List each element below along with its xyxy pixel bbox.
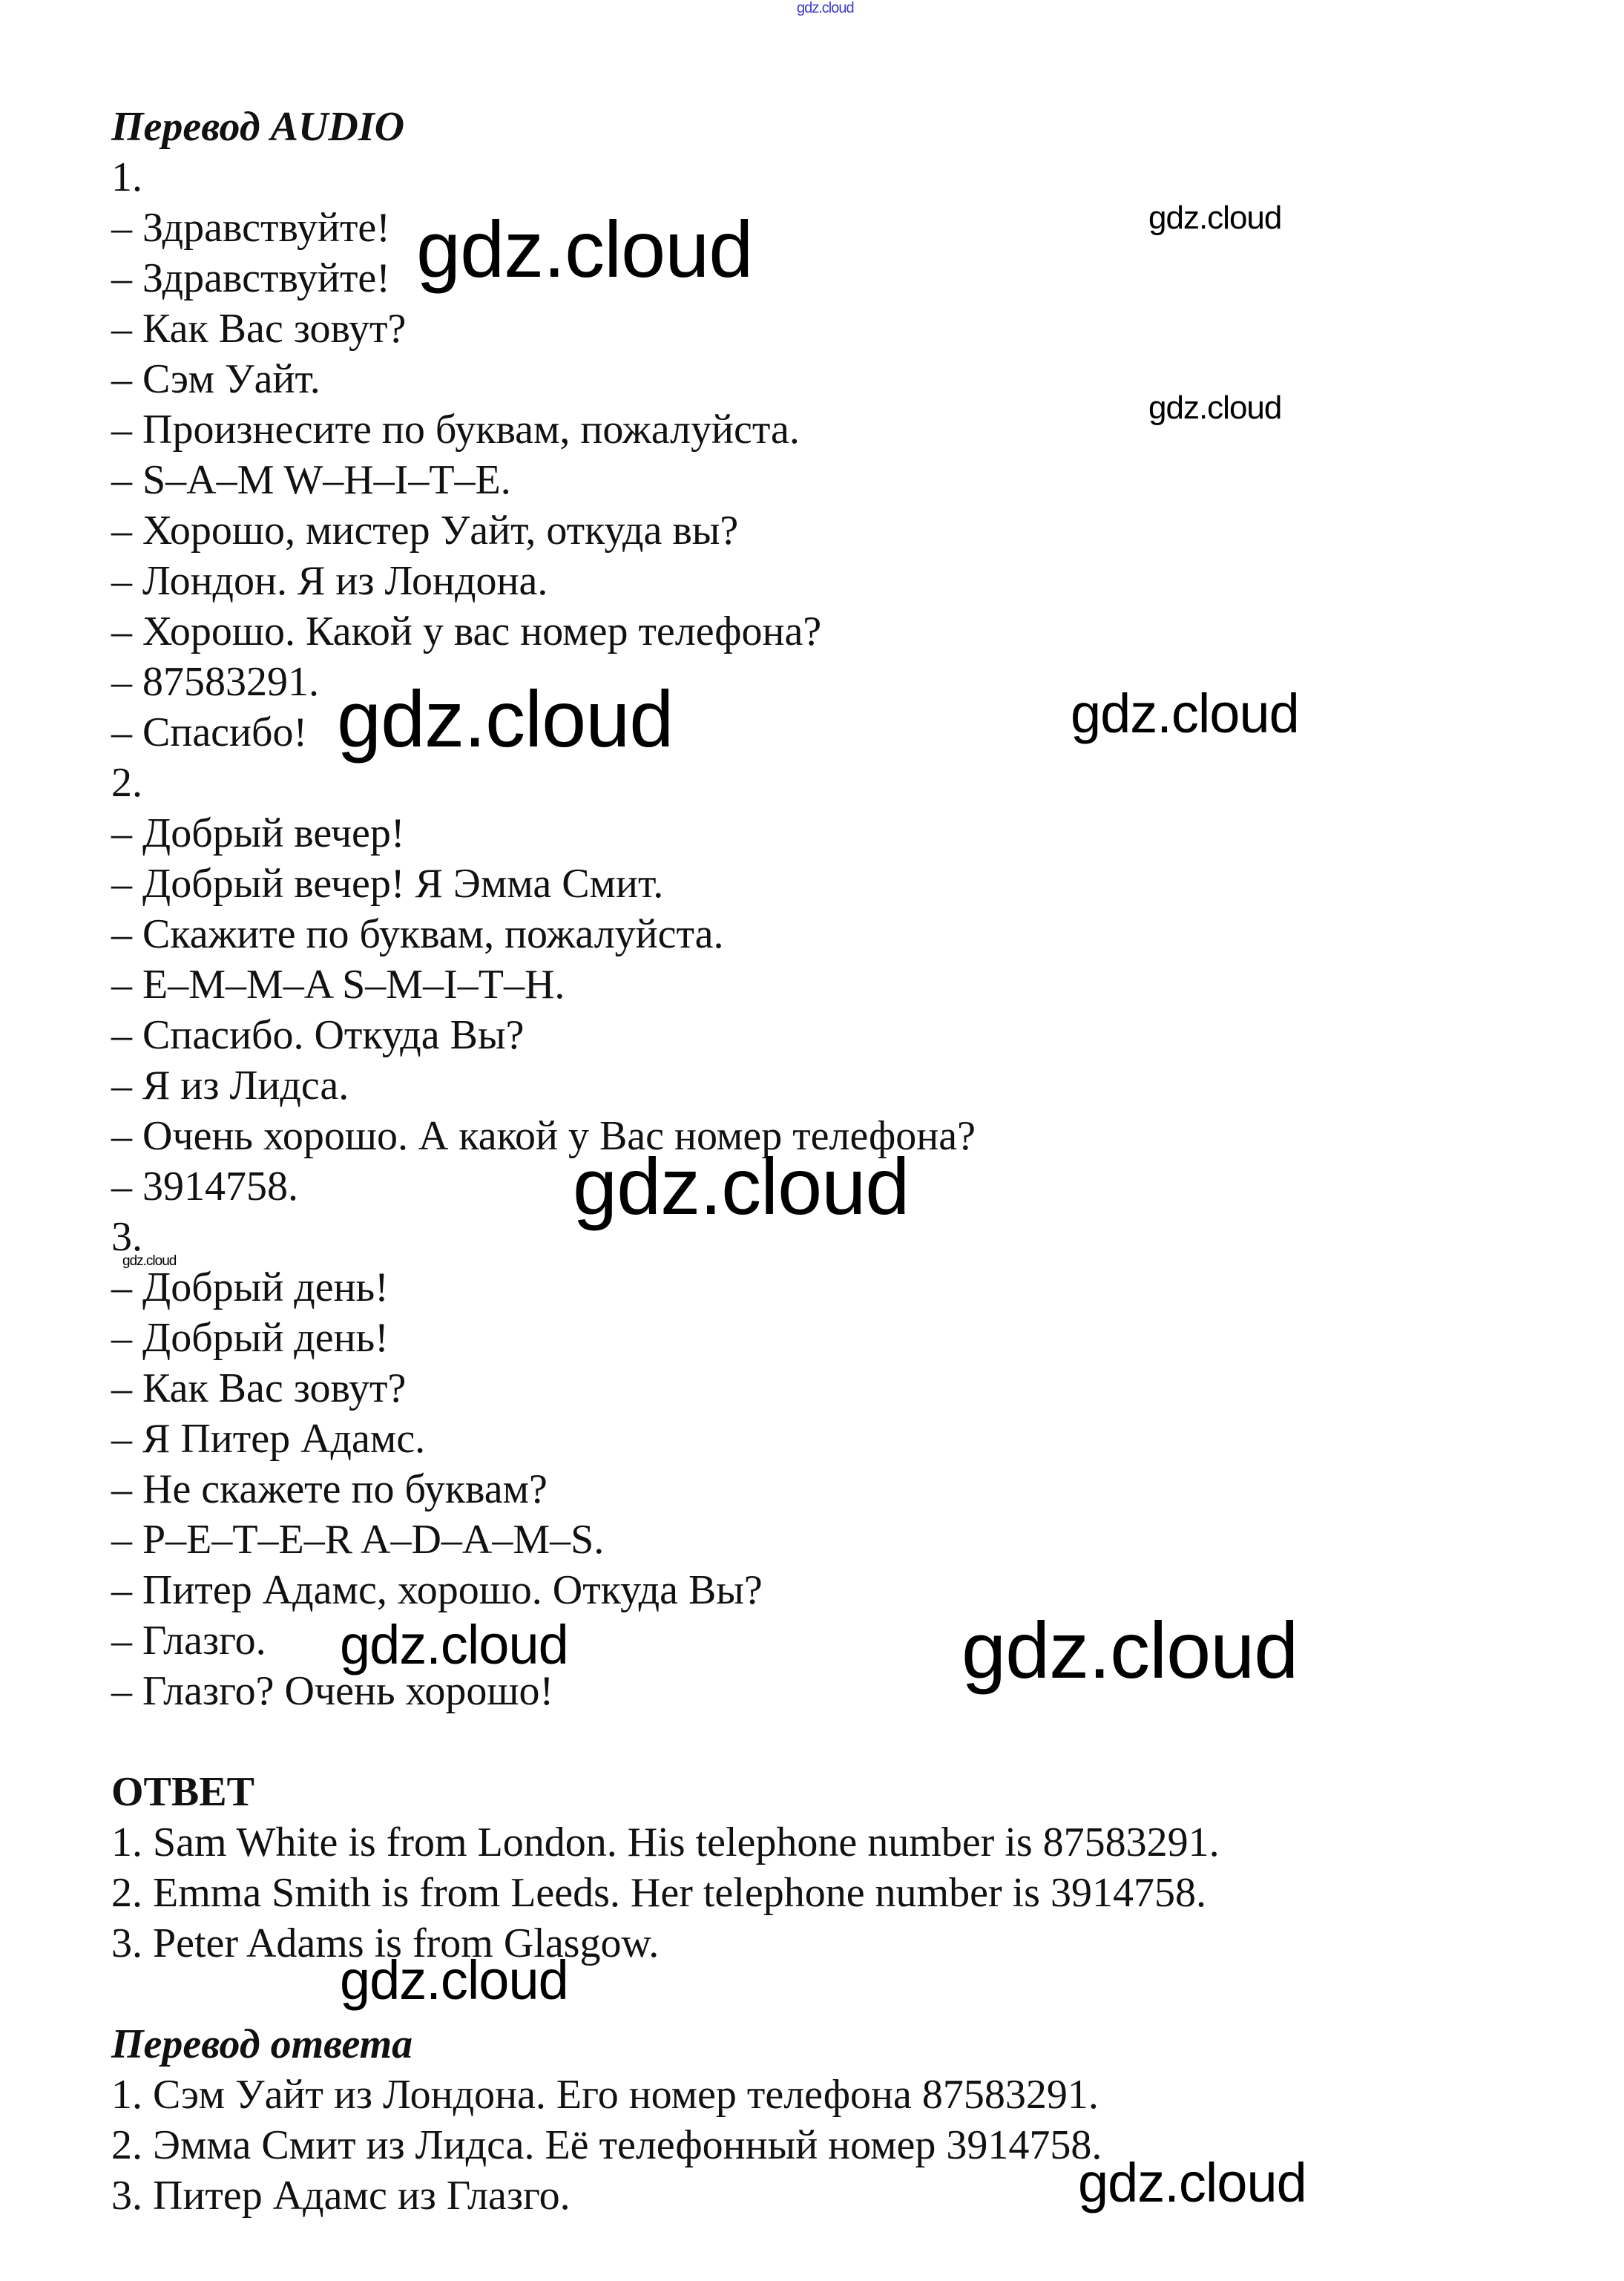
dialogue-line: – E–M–M–A S–M–I–T–H. [111, 962, 565, 1008]
dialogue-line: – 87583291. [111, 659, 319, 705]
source-link[interactable]: gdz.cloud [797, 0, 854, 16]
answer-line: 1. Sam White is from London. His telephone number is 87583291. [111, 1819, 1220, 1865]
watermark: gdz.cloud [337, 674, 674, 764]
watermark: gdz.cloud [573, 1141, 910, 1231]
dialogue-line: – Скажите по буквам, пожалуйста. [111, 911, 724, 957]
blank-line [111, 1716, 1220, 1767]
dialogue-line: – Лондон. Я из Лондона. [111, 558, 548, 604]
watermark: gdz.cloud [340, 1949, 568, 2011]
dialogue-line: – Я из Лидса. [111, 1063, 349, 1109]
watermark: gdz.cloud [1148, 200, 1282, 236]
watermark: gdz.cloud [1078, 2152, 1306, 2213]
dialogue-line: – P–E–T–E–R A–D–A–M–S. [111, 1517, 605, 1563]
dialogue-line: – Хорошо, мистер Уайт, откуда вы? [111, 508, 739, 554]
dialogue-line: – Глазго? Очень хорошо! [111, 1668, 554, 1714]
dialogue-number: 3. [111, 1214, 142, 1260]
watermark: gdz.cloud [1071, 683, 1299, 744]
watermark: gdz.cloud [340, 1614, 568, 1676]
blank-line [111, 1969, 1220, 2019]
dialogue-line: – Добрый вечер! Я Эмма Смит. [111, 861, 664, 907]
dialogue-line: – Спасибо. Откуда Вы? [111, 1012, 525, 1058]
dialogue-line: – Как Вас зовут? [111, 1365, 407, 1411]
watermark: gdz.cloud [1148, 390, 1282, 426]
watermark: gdz.cloud [122, 1253, 177, 1269]
translation-line: 1. Сэм Уайт из Лондона. Его номер телефона 87583291. [111, 2072, 1099, 2118]
heading-audio-translation: Перевод AUDIO [111, 104, 405, 150]
dialogue-number: 1. [111, 154, 142, 200]
dialogue-line: – Хорошо. Какой у вас номер телефона? [111, 608, 822, 654]
translation-line: 2. Эмма Смит из Лидса. Её телефонный номер 3914758. [111, 2122, 1102, 2168]
watermark: gdz.cloud [416, 204, 753, 294]
dialogue-line: – Питер Адамс, хорошо. Откуда Вы? [111, 1567, 763, 1613]
translation-heading: Перевод ответа [111, 2021, 413, 2067]
dialogue-line: – Добрый день! [111, 1264, 389, 1310]
dialogue-line: – Не скажете по буквам? [111, 1466, 548, 1512]
dialogue-line: – Сэм Уайт. [111, 356, 320, 402]
dialogue-line: – Добрый вечер! [111, 810, 405, 856]
answer-line: 3. Peter Adams is from Glasgow. [111, 1920, 660, 1966]
dialogue-line: – Здравствуйте! [111, 255, 390, 301]
watermark: gdz.cloud [961, 1605, 1298, 1695]
dialogue-line: – Произнесите по буквам, пожалуйста. [111, 407, 800, 453]
dialogue-line: – Очень хорошо. А какой у Вас номер телефона? [111, 1113, 976, 1159]
dialogue-line: – Как Вас зовут? [111, 306, 407, 352]
answer-line: 2. Emma Smith is from Leeds. Her telephone number is 3914758. [111, 1870, 1206, 1916]
dialogue-line: – S–A–M W–H–I–T–E. [111, 457, 511, 503]
dialogue-line: – Добрый день! [111, 1315, 389, 1361]
dialogue-line: – 3914758. [111, 1164, 298, 1210]
dialogue-line: – Здравствуйте! [111, 205, 390, 251]
dialogue-line: – Спасибо! [111, 709, 308, 755]
dialogue-number: 2. [111, 760, 142, 806]
translation-line: 3. Питер Адамс из Глазго. [111, 2173, 571, 2219]
answer-heading: ОТВЕТ [111, 1769, 254, 1815]
dialogue-line: – Я Питер Адамс. [111, 1416, 426, 1462]
dialogue-line: – Глазго. [111, 1618, 266, 1664]
